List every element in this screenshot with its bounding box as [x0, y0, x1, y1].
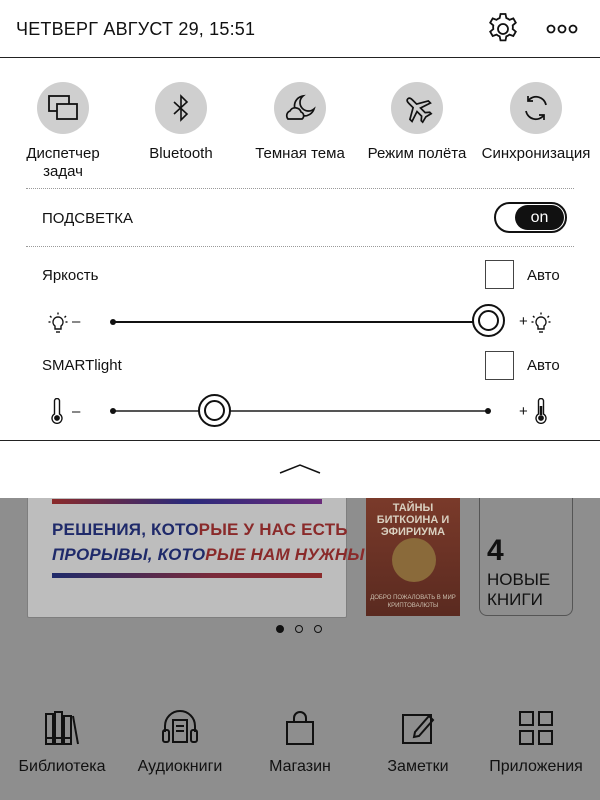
sync-label: Синхронизация — [481, 145, 591, 162]
quick-sync[interactable] — [481, 82, 591, 163]
brightness-plus[interactable]: + — [519, 313, 528, 330]
new-books-count: 4 — [487, 534, 504, 567]
new-books-label: НОВЫЕ КНИГИ — [487, 570, 551, 609]
brightness-slider-thumb[interactable] — [472, 304, 505, 337]
nav-apps-label: Приложения — [489, 758, 583, 775]
page-dot[interactable] — [314, 625, 322, 633]
bluetooth-button[interactable] — [155, 82, 207, 134]
thermometer-cold-icon[interactable] — [50, 398, 64, 424]
date-time: ЧЕТВЕРГ АВГУСТ 29, 15:51 — [16, 19, 256, 39]
dark-theme-label: Темная тема — [255, 145, 345, 162]
smartlight-slider-track[interactable] — [113, 410, 488, 412]
airplane-mode-label: Режим полёта — [367, 145, 467, 162]
collapse-panel-button[interactable] — [0, 440, 600, 498]
nav-store-label: Магазин — [269, 758, 331, 775]
thermometer-warm-icon[interactable] — [534, 398, 548, 424]
apps-icon — [516, 708, 556, 748]
brightness-auto-checkbox[interactable] — [485, 260, 514, 289]
quick-bluetooth[interactable] — [126, 82, 236, 163]
page-indicator — [276, 625, 322, 633]
banner-line-1: РЕШЕНИЯ, КОТОРЫЕ У НАС ЕСТЬ — [52, 520, 348, 539]
slider-start — [110, 319, 116, 325]
status-bar — [0, 0, 600, 58]
bluetooth-icon — [169, 93, 193, 123]
dark-theme-button[interactable] — [274, 82, 326, 134]
slider-start — [110, 408, 116, 414]
new-books-tile[interactable] — [479, 498, 573, 616]
store-icon — [280, 708, 320, 748]
smartlight-label: SMARTlight — [42, 357, 122, 374]
banner-rule-top — [52, 499, 322, 504]
page-dot[interactable] — [295, 625, 303, 633]
quick-dark-theme[interactable] — [245, 82, 355, 163]
smartlight-auto-checkbox[interactable] — [485, 351, 514, 380]
task-manager-button[interactable] — [37, 82, 89, 134]
airplane-icon — [401, 92, 433, 124]
divider — [26, 188, 574, 189]
nav-library[interactable] — [2, 708, 122, 776]
divider — [26, 246, 574, 247]
brightness-auto-label: Авто — [527, 267, 560, 284]
smartlight-auto-label: Авто — [527, 357, 560, 374]
smartlight-plus[interactable]: + — [519, 403, 528, 420]
gear-icon[interactable] — [485, 11, 521, 47]
more-dots-icon[interactable] — [545, 18, 579, 40]
dark-theme-icon — [283, 93, 317, 123]
backlight-label: ПОДСВЕТКА — [42, 210, 134, 227]
smartlight-minus[interactable]: – — [72, 403, 81, 420]
nav-library-label: Библиотека — [18, 758, 106, 775]
brightness-low-icon[interactable] — [48, 312, 68, 334]
nav-apps[interactable] — [476, 708, 596, 776]
brightness-high-icon[interactable] — [531, 312, 551, 334]
audiobooks-icon — [160, 708, 200, 748]
library-icon — [42, 708, 82, 748]
bottom-navigation — [0, 700, 600, 800]
airplane-mode-button[interactable] — [391, 82, 443, 134]
chevron-up-icon — [279, 463, 321, 475]
nav-notes[interactable] — [358, 708, 478, 776]
notes-icon — [398, 708, 438, 748]
slider-end — [485, 408, 491, 414]
bluetooth-label: Bluetooth — [149, 145, 213, 162]
banner-rule-bottom — [52, 573, 322, 578]
brightness-label: Яркость — [42, 267, 99, 284]
quick-airplane-mode[interactable] — [362, 82, 472, 163]
sync-button[interactable] — [510, 82, 562, 134]
nav-store[interactable] — [240, 708, 360, 776]
quick-task-manager[interactable] — [8, 82, 118, 181]
nav-audiobooks[interactable] — [120, 708, 240, 776]
task-manager-icon — [46, 93, 80, 123]
backlight-toggle[interactable] — [494, 202, 567, 233]
sync-icon — [520, 92, 552, 124]
smartlight-slider-thumb[interactable] — [198, 394, 231, 427]
book-cover[interactable] — [366, 498, 460, 616]
brightness-slider-track[interactable] — [113, 321, 488, 323]
book-title: ТАЙНЫ БИТКОИНА И ЭФИРИУМА — [376, 502, 450, 538]
coin-image — [392, 538, 436, 582]
page-dot[interactable] — [276, 625, 284, 633]
banner-line-2: ПРОРЫВЫ, КОТОРЫЕ НАМ НУЖНЫ — [52, 545, 365, 564]
nav-notes-label: Заметки — [387, 758, 449, 775]
book-subtitle: ДОБРО ПОЖАЛОВАТЬ В МИР КРИПТОВАЛЮТЫ — [370, 595, 456, 609]
nav-audiobooks-label: Аудиокниги — [137, 758, 223, 775]
toggle-state: on — [515, 205, 564, 230]
task-manager-label: Диспетчер задач — [26, 145, 100, 180]
brightness-minus[interactable]: – — [72, 313, 81, 330]
